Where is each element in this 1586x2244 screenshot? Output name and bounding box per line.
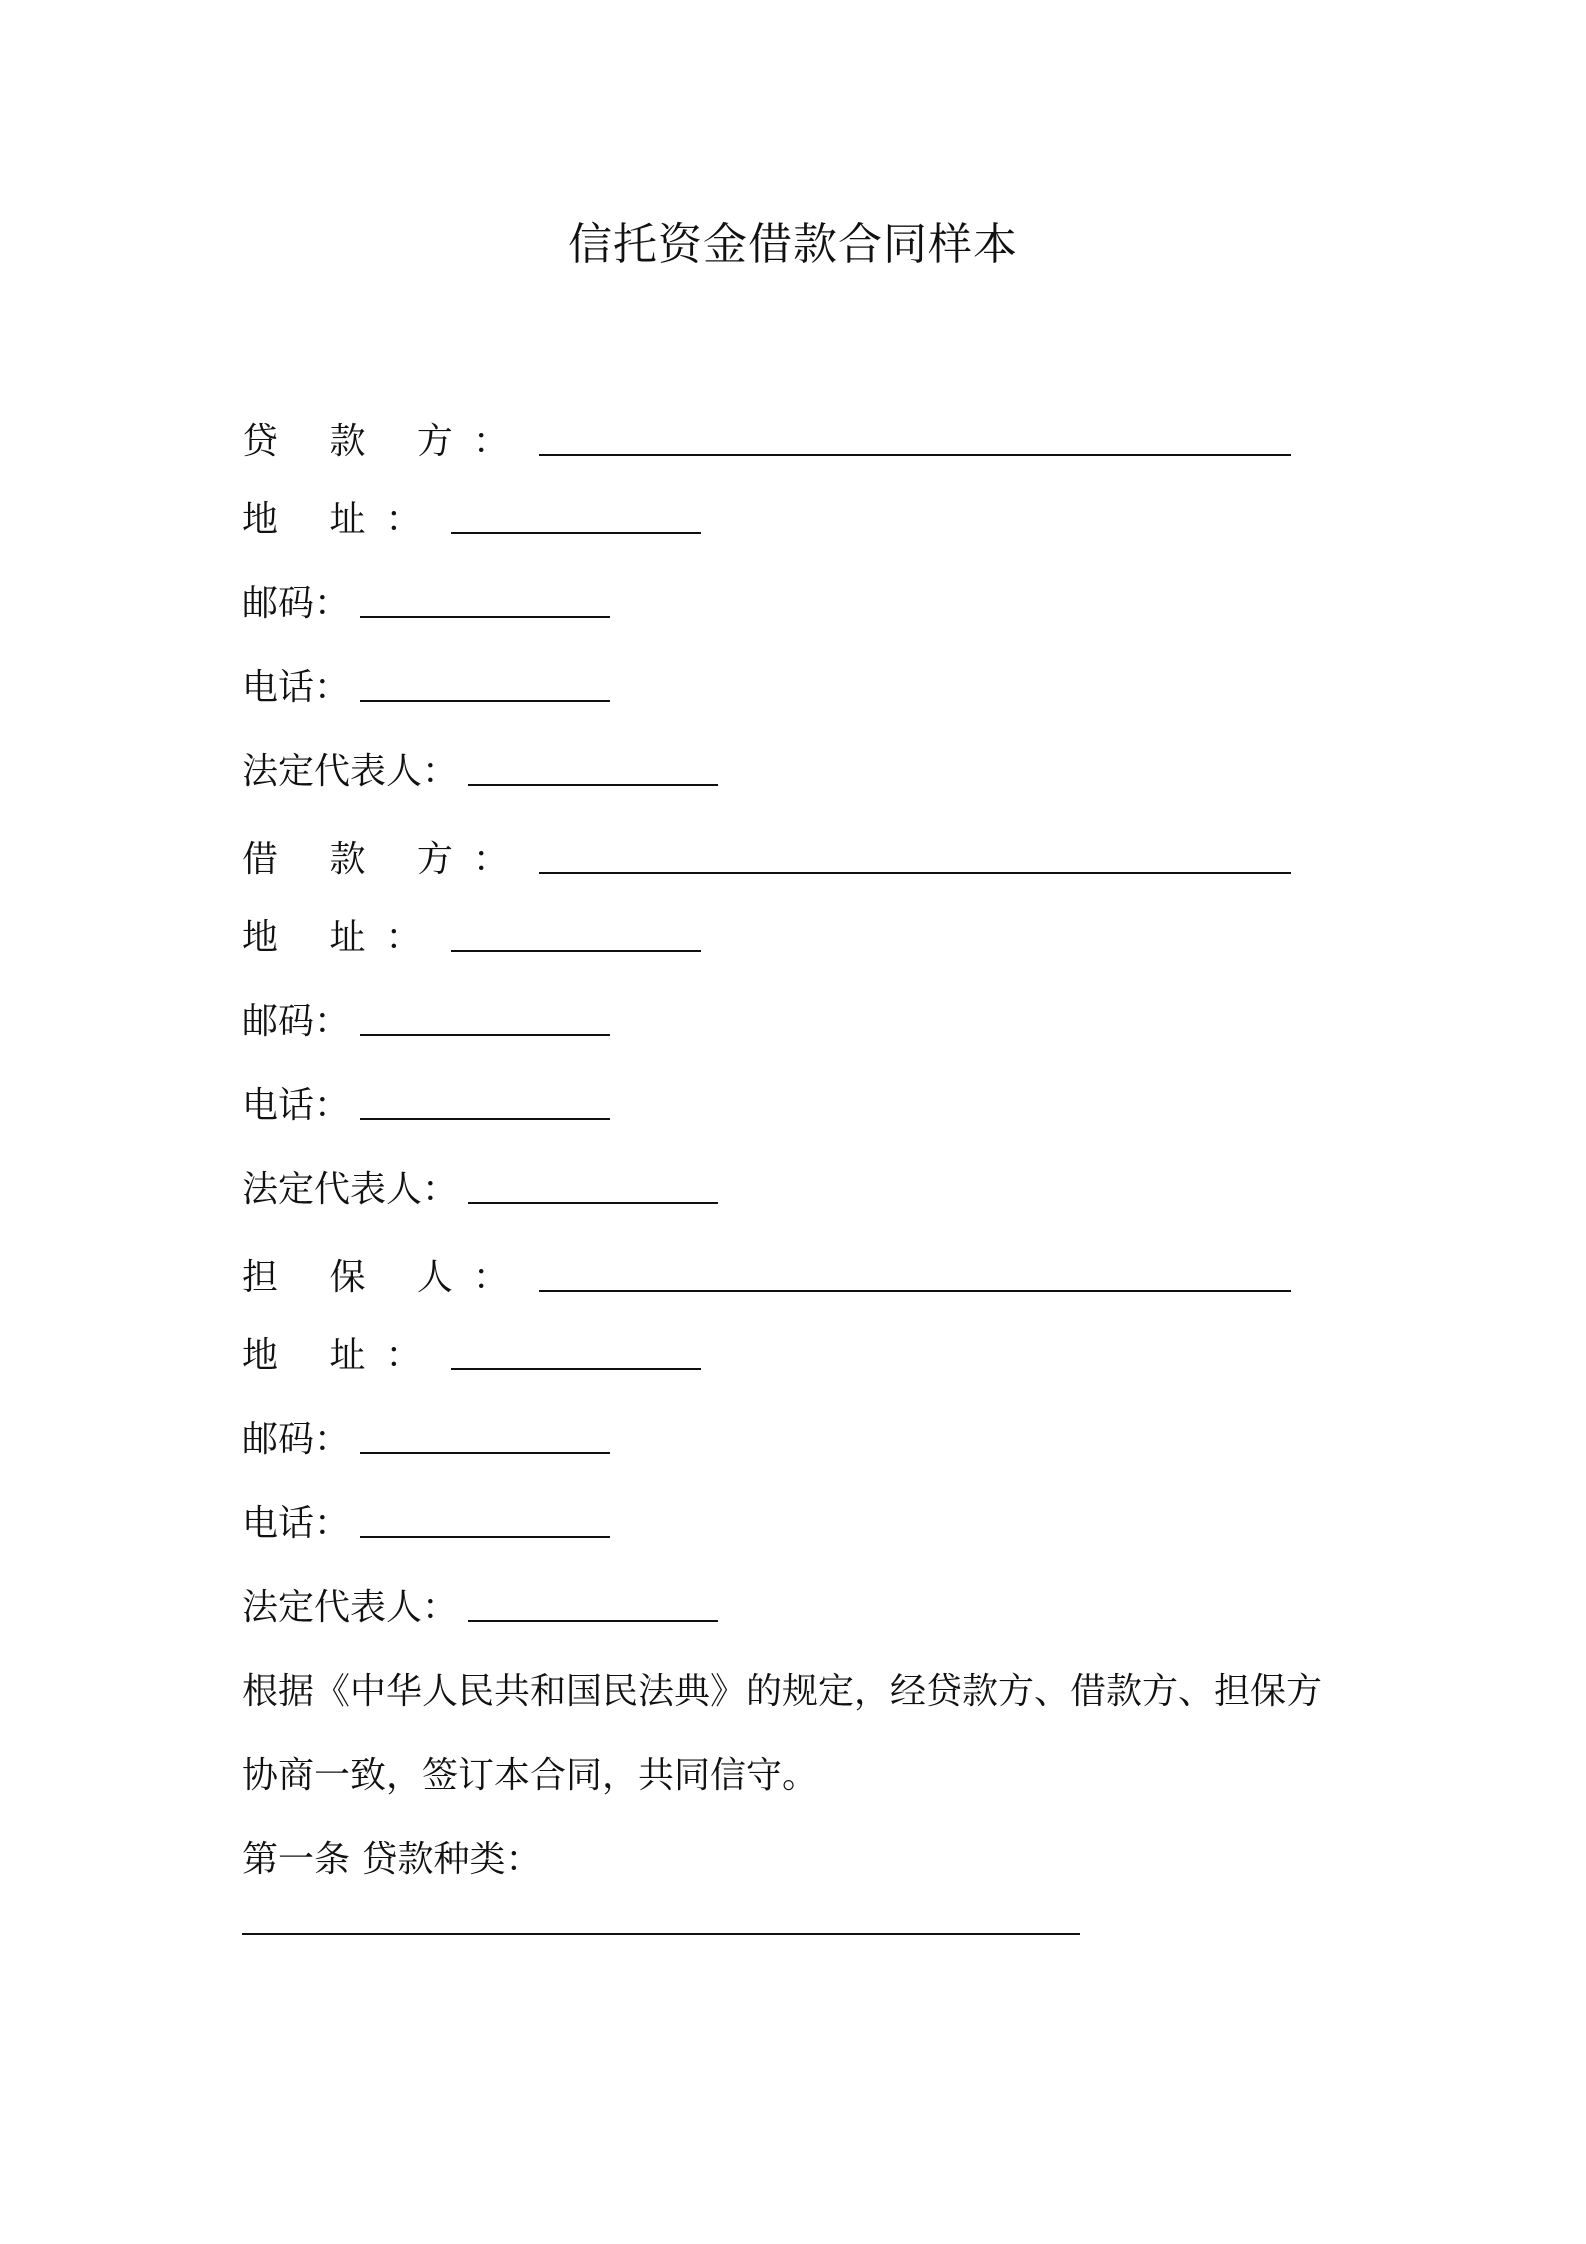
guarantor-phone-label: 电话： — [242, 1503, 351, 1544]
borrower-rep-blank — [468, 1166, 718, 1204]
borrower-name-blank — [539, 836, 1291, 874]
lender-postcode-row — [242, 580, 610, 628]
borrower-party-label: 借 款 方： — [242, 839, 529, 880]
guarantor-name-blank — [539, 1254, 1291, 1292]
lender-phone-label: 电话： — [242, 667, 351, 708]
document-title: 信托资金借款合同样本 — [568, 219, 1018, 270]
borrower-address-blank — [451, 914, 701, 952]
guarantor-party-label: 担 保 人： — [242, 1257, 529, 1298]
lender-name-blank — [539, 418, 1291, 456]
lender-address-row — [242, 496, 701, 544]
guarantor-phone-blank — [360, 1500, 610, 1538]
borrower-postcode-label: 邮码： — [242, 1001, 351, 1042]
lender-postcode-label: 邮码： — [242, 583, 351, 624]
borrower-postcode-blank — [360, 998, 610, 1036]
borrower-rep-row — [242, 1166, 718, 1214]
lender-rep-row — [242, 748, 718, 796]
lender-party-label: 贷 款 方： — [242, 421, 529, 462]
lender-phone-blank — [360, 664, 610, 702]
guarantor-rep-label: 法定代表人： — [242, 1587, 459, 1628]
borrower-phone-blank — [360, 1082, 610, 1120]
guarantor-postcode-label: 邮码： — [242, 1419, 351, 1460]
guarantor-party-row — [242, 1254, 1291, 1302]
lender-rep-label: 法定代表人： — [242, 751, 459, 792]
guarantor-rep-blank — [468, 1584, 718, 1622]
article-1-blank — [242, 1933, 1080, 1935]
lender-address-label: 地 址： — [242, 499, 442, 540]
guarantor-rep-row — [242, 1584, 718, 1632]
guarantor-address-blank — [451, 1332, 701, 1370]
preamble-line-2: 协商一致，签订本合同，共同信守。 — [242, 1755, 819, 1796]
borrower-phone-label: 电话： — [242, 1085, 351, 1126]
guarantor-postcode-row — [242, 1416, 610, 1464]
guarantor-postcode-blank — [360, 1416, 610, 1454]
article-1-label: 第一条 贷款种类： — [242, 1839, 542, 1880]
borrower-postcode-row — [242, 998, 610, 1046]
guarantor-address-label: 地 址： — [242, 1335, 442, 1376]
borrower-phone-row — [242, 1082, 610, 1130]
borrower-party-row — [242, 836, 1291, 884]
guarantor-phone-row — [242, 1500, 610, 1548]
lender-phone-row — [242, 664, 610, 712]
lender-address-blank — [451, 496, 701, 534]
borrower-address-label: 地 址： — [242, 917, 442, 958]
guarantor-address-row — [242, 1332, 701, 1380]
lender-rep-blank — [468, 748, 718, 786]
preamble-line-1: 根据《中华人民共和国民法典》的规定，经贷款方、借款方、担保方 — [242, 1671, 1323, 1712]
borrower-rep-label: 法定代表人： — [242, 1169, 459, 1210]
borrower-address-row — [242, 914, 701, 962]
lender-party-row — [242, 418, 1291, 466]
lender-postcode-blank — [360, 580, 610, 618]
